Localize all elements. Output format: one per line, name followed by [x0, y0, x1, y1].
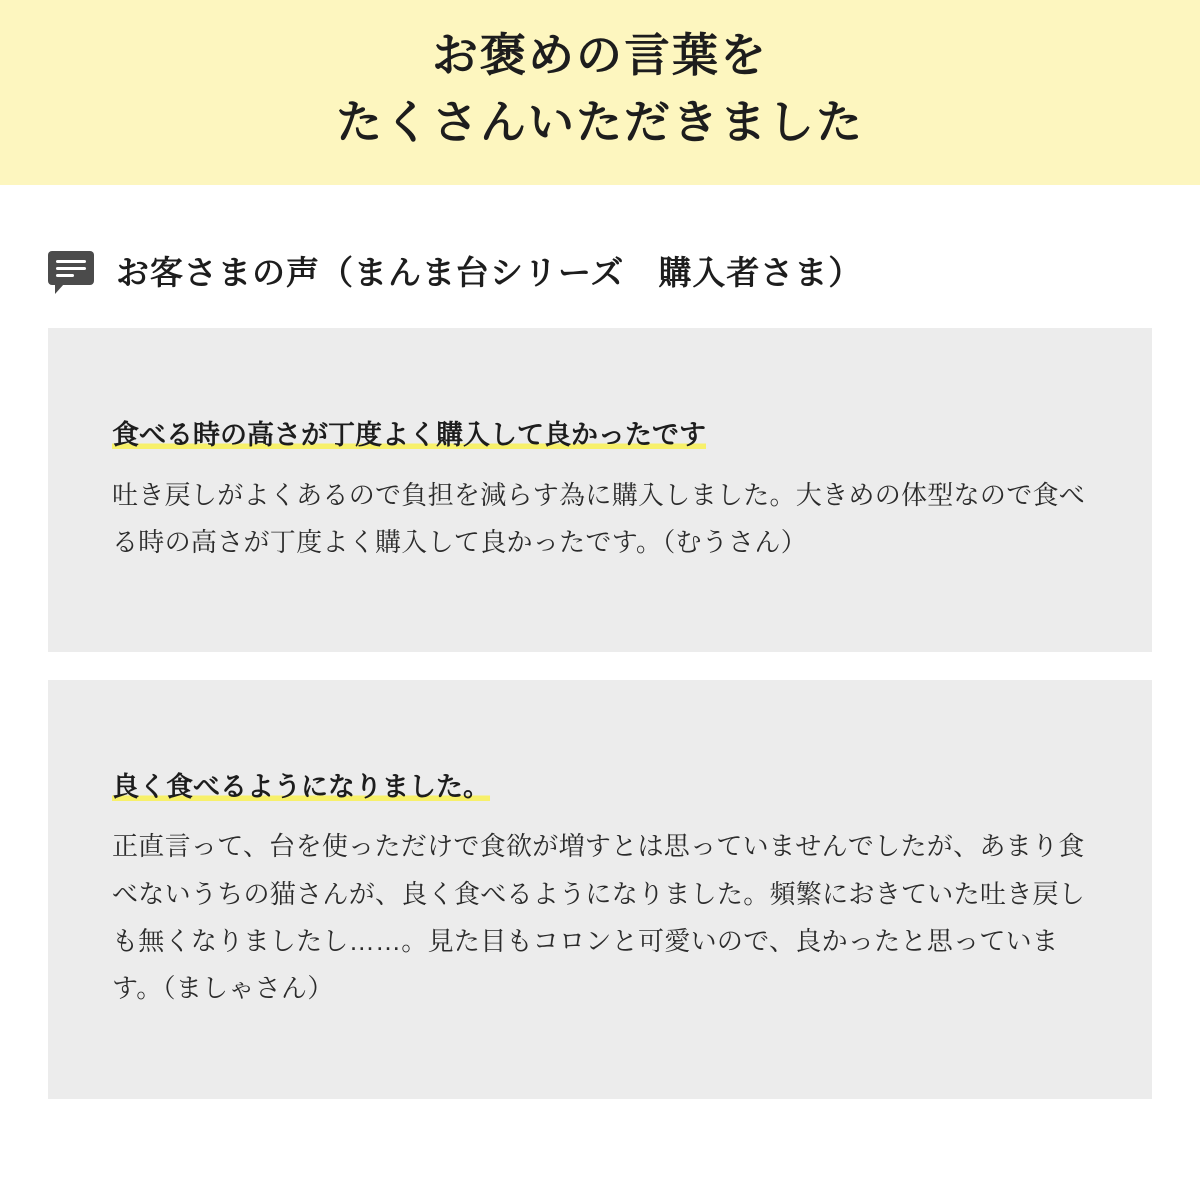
review-list — [0, 294, 1200, 1098]
review-title: 食べる時の高さが丁度よく購入して良かったです — [112, 420, 706, 451]
header-banner — [0, 0, 1200, 185]
review-title-wrap — [112, 414, 1088, 457]
review-body-text: 正直言って、台を使っただけで食欲が増すとは思っていませんでしたが、あまり食べないうちの猫さんが、良く食べるようになりました。頻繁におきていた吐き戻しも無くなりましたし……。見た目もコロンと可愛いので、良かったと思っています。 — [112, 831, 1086, 1004]
section-title: お客さまの声（まんま台シリーズ 購入者さま） — [116, 254, 863, 292]
banner-line-1: お褒めの言葉を — [432, 29, 768, 81]
review-signature: （ましゃさん） — [162, 973, 334, 1004]
review-title-wrap — [112, 766, 1088, 809]
review-card — [48, 328, 1152, 652]
review-card — [48, 680, 1152, 1098]
speech-bubble-icon — [48, 251, 94, 291]
review-body-text: 吐き戻しがよくあるので負担を減らす為に購入しました。大きめの体型なので食べる時の高さが丁度よく購入して良かったです。 — [112, 479, 1086, 557]
banner-line-2: たくさんいただきました — [336, 95, 864, 148]
review-body — [112, 472, 1088, 567]
review-title: 良く食べるようになりました。 — [112, 772, 490, 803]
review-signature: （むうさん） — [662, 526, 808, 557]
review-body — [112, 823, 1088, 1012]
section-heading — [0, 185, 1200, 294]
